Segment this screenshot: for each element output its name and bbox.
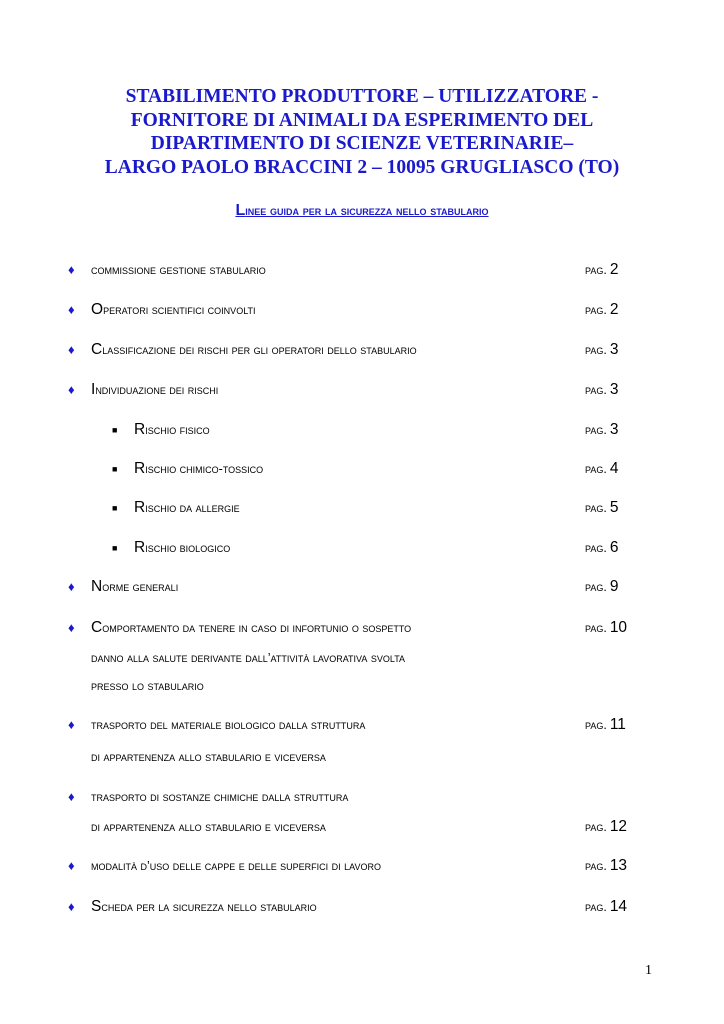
toc-entry (0, 419, 724, 441)
toc-page-prefix: pag. (585, 580, 607, 594)
diamond-bullet-icon: ♦ (68, 620, 75, 635)
toc-entry-label (134, 497, 240, 519)
diamond-bullet-icon: ♦ (68, 262, 75, 277)
toc-entry-text: presso lo stabulario (91, 679, 204, 693)
document-title (60, 85, 664, 179)
title-line: LARGO PAOLO BRACCINI 2 – 10095 GRUGLIASCO (TO) (104, 156, 620, 178)
toc-entry-label (91, 339, 417, 361)
toc-entry (0, 497, 724, 519)
title-line: DIPARTIMENTO DI SCIENZE VETERINARIE– (150, 133, 574, 154)
toc-entry (0, 786, 724, 808)
toc-entry (0, 714, 724, 736)
diamond-bullet-icon: ♦ (68, 858, 75, 873)
toc-entry-text: peratori scientifici coinvolti (103, 303, 256, 317)
toc-page-prefix: pag. (585, 820, 607, 834)
toc-page-prefix: pag. (585, 303, 607, 317)
toc-page-number: 10 (609, 619, 628, 636)
toc-entry-text: modalità d’uso delle cappe e delle superfici di lavoro (91, 859, 381, 873)
toc-entry-label (91, 576, 178, 598)
toc-entry-label (91, 647, 405, 669)
toc-entry (0, 537, 724, 559)
diamond-bullet-icon: ♦ (68, 789, 75, 804)
toc-page-ref (585, 576, 618, 598)
toc-page-prefix: pag. (585, 900, 607, 914)
toc-entry-initial: N (91, 578, 103, 595)
toc-entry-initial: R (134, 460, 146, 477)
toc-page-ref (585, 497, 618, 519)
toc-entry (0, 647, 724, 669)
page-number: 1 (645, 963, 652, 978)
toc-entry-label (134, 419, 210, 441)
toc-entry-text: commissione gestione stabulario (91, 263, 266, 277)
toc-page-ref (585, 259, 618, 281)
toc-page-number: 12 (609, 818, 628, 835)
toc-page-prefix: pag. (585, 383, 607, 397)
toc-entry-initial: I (91, 381, 96, 398)
toc-page-prefix: pag. (585, 263, 607, 277)
toc-entry (0, 379, 724, 401)
toc-entry-text: trasporto di sostanze chimiche dalla struttura (91, 790, 349, 804)
diamond-bullet-icon: ♦ (68, 579, 75, 594)
toc-entry (0, 675, 724, 697)
toc-page-prefix: pag. (585, 501, 607, 515)
toc-page-ref (585, 419, 618, 441)
toc-page-number: 3 (609, 381, 619, 398)
toc-page-prefix: pag. (585, 718, 607, 732)
toc-entry-text: ischio da allergie (145, 501, 240, 515)
toc-entry (0, 896, 724, 918)
toc-page-number: 11 (609, 716, 626, 733)
diamond-bullet-icon: ♦ (68, 717, 75, 732)
diamond-bullet-icon: ♦ (68, 302, 75, 317)
toc-page-number: 4 (609, 460, 619, 477)
toc-entry-label (91, 896, 317, 918)
square-bullet-icon: ■ (112, 503, 118, 513)
toc-entry-label (91, 816, 326, 838)
toc-entry-label (91, 259, 266, 281)
toc-entry-initial: C (91, 619, 103, 636)
subtitle-initial: L (235, 202, 246, 219)
diamond-bullet-icon: ♦ (68, 342, 75, 357)
toc-entry-text: danno alla salute derivante dall’attività lavorativa svolta (91, 651, 406, 665)
toc-page-ref (585, 537, 618, 559)
toc-page-number: 2 (609, 261, 619, 278)
toc-page-prefix: pag. (585, 621, 607, 635)
toc-entry (0, 816, 724, 838)
toc-entry-text: orme generali (102, 580, 179, 594)
toc-entry-initial: R (134, 499, 146, 516)
section-subtitle (60, 202, 664, 220)
toc-entry-initial: C (91, 341, 103, 358)
toc-entry (0, 746, 724, 768)
toc-entry-initial: R (134, 539, 146, 556)
square-bullet-icon: ■ (112, 464, 118, 474)
toc-entry (0, 259, 724, 281)
toc-page-number: 13 (609, 857, 628, 874)
toc-page-number: 9 (609, 578, 619, 595)
toc-entry-label (91, 855, 381, 877)
square-bullet-icon: ■ (112, 543, 118, 553)
toc-page-prefix: pag. (585, 859, 607, 873)
toc-page-number: 3 (609, 341, 619, 358)
toc-entry-label (91, 786, 348, 808)
toc-entry-label (134, 458, 263, 480)
toc-page-ref (585, 855, 627, 877)
toc-entry-label (134, 537, 230, 559)
diamond-bullet-icon: ♦ (68, 382, 75, 397)
toc-entry (0, 299, 724, 321)
toc-entry (0, 855, 724, 877)
title-line: FORNITORE DI ANIMALI DA ESPERIMENTO DEL (130, 109, 594, 131)
toc-entry-label (91, 617, 411, 639)
toc-entry-text: ischio fisico (145, 423, 210, 437)
toc-entry-text: trasporto del materiale biologico dalla struttura (91, 718, 366, 732)
toc-page-ref (585, 299, 618, 321)
toc-entry-text: omportamento da tenere in caso di infortunio o sospetto (102, 621, 412, 635)
toc-entry-label (91, 675, 204, 697)
toc-entry-label (91, 714, 365, 736)
toc-page-ref (585, 816, 627, 838)
toc-page-number: 14 (609, 898, 628, 915)
toc-page-prefix: pag. (585, 343, 607, 357)
toc-entry-text: di appartenenza allo stabulario e viceversa (91, 750, 326, 764)
toc-page-ref (585, 896, 627, 918)
toc-entry-text: ndividuazione dei rischi (95, 383, 219, 397)
toc-entry (0, 339, 724, 361)
toc-page-number: 3 (609, 421, 619, 438)
toc-page-ref (585, 617, 627, 639)
toc-entry-initial: S (91, 898, 102, 915)
title-line: STABILIMENTO PRODUTTORE – UTILIZZATORE - (125, 86, 599, 107)
square-bullet-icon: ■ (112, 425, 118, 435)
toc-entry (0, 458, 724, 480)
toc-entry (0, 576, 724, 598)
toc-page-ref (585, 379, 618, 401)
toc-entry-text: ischio biologico (145, 541, 231, 555)
toc-entry-text: lassificazione dei rischi per gli operatori dello stabulario (102, 343, 417, 357)
toc-page-ref (585, 339, 618, 361)
toc-entry-initial: O (91, 301, 104, 318)
toc-page-number: 5 (609, 499, 619, 516)
toc-page-number: 2 (609, 301, 619, 318)
diamond-bullet-icon: ♦ (68, 899, 75, 914)
toc-entry-label (91, 746, 326, 768)
toc-entry-text: ischio chimico-tossico (145, 462, 264, 476)
toc-page-ref (585, 458, 618, 480)
toc-entry-initial: R (134, 421, 146, 438)
toc-page-prefix: pag. (585, 541, 607, 555)
subtitle-text: inee guida per la sicurezza nello stabulario (245, 203, 489, 218)
toc-entry-label (91, 379, 218, 401)
toc-entry-text: cheda per la sicurezza nello stabulario (101, 900, 317, 914)
toc-page-prefix: pag. (585, 423, 607, 437)
toc-page-prefix: pag. (585, 462, 607, 476)
toc-entry (0, 617, 724, 639)
toc-page-ref (585, 714, 626, 736)
toc-entry-label (91, 299, 256, 321)
toc-entry-text: di appartenenza allo stabulario e viceversa (91, 820, 326, 834)
toc-page-number: 6 (609, 539, 619, 556)
